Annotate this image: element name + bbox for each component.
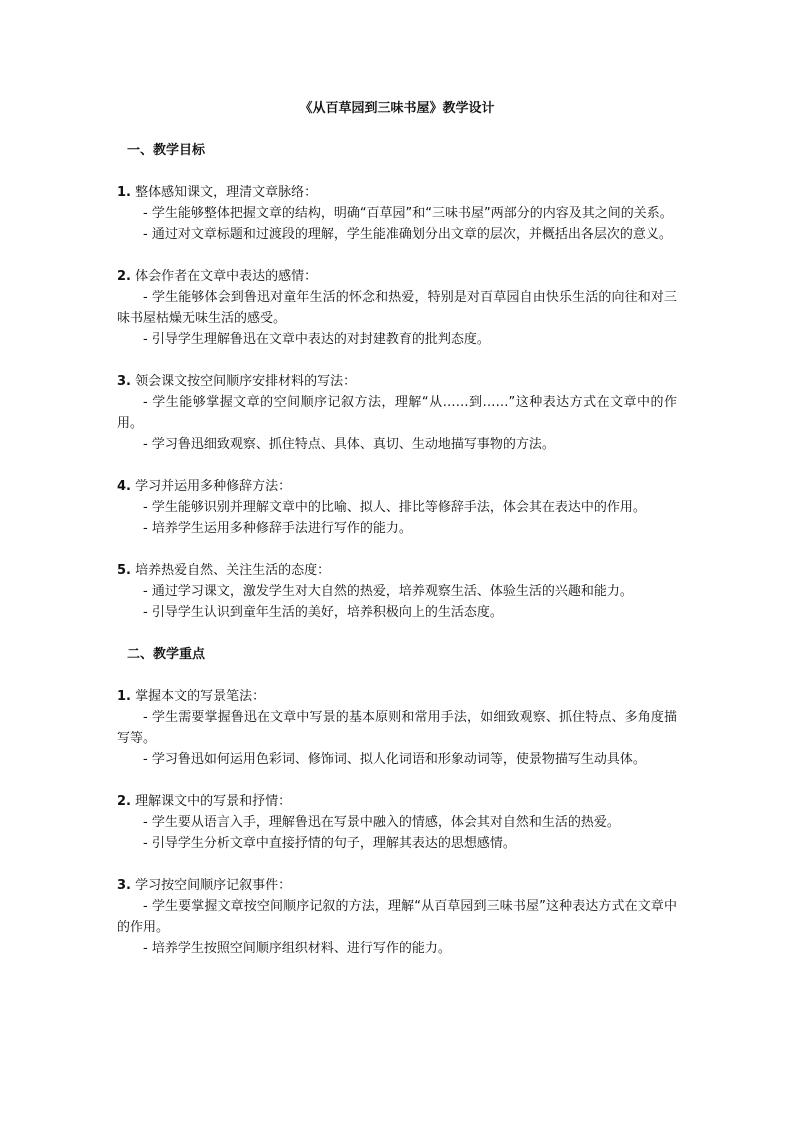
document-page [117, 92, 677, 980]
item-number: 3. [117, 878, 131, 893]
list-item [117, 476, 677, 539]
item-title [117, 371, 677, 392]
item-number: 4. [117, 479, 131, 494]
section-heading: 二、教学重点 [127, 647, 206, 662]
item-title-text: 学习按空间顺序记叙事件： [135, 878, 292, 893]
section-heading: 一、教学目标 [127, 143, 206, 158]
bullet-point: - 学生能够整体把握文章的结构，明确“百草园”和“三味书屋”两部分的内容及其之间的关系。 [143, 206, 673, 221]
item-title-text: 掌握本文的写景笔法： [135, 689, 266, 704]
bullet-point: - 学生能够识别并理解文章中的比喻、拟人、排比等修辞手法，体会其在表达中的作用。 [143, 500, 646, 515]
item-number: 1. [117, 689, 131, 704]
item-title-text: 体会作者在文章中表达的感情： [135, 269, 318, 284]
item-title [117, 791, 677, 812]
item-title-text: 整体感知课文，理清文章脉络： [135, 185, 318, 200]
item-title [117, 875, 677, 896]
item-number: 1. [117, 185, 131, 200]
bullet-point: - 通过学习课文，激发学生对大自然的热爱，培养观察生活、体验生活的兴趣和能力。 [143, 584, 633, 599]
item-title [117, 182, 677, 203]
bullet-point: - 引导学生认识到童年生活的美好，培养积极向上的生活态度。 [143, 605, 503, 620]
item-title-text: 理解课文中的写景和抒情： [135, 794, 292, 809]
bullet-point: - 学生要掌握文章按空间顺序记叙的方法，理解“从百草园到三味书屋”这种表达方式在文章中的作用。 [117, 899, 677, 935]
bullet-point: - 培养学生运用多种修辞手法进行写作的能力。 [143, 521, 412, 536]
item-title [117, 560, 677, 581]
bullet-point: - 学生要从语言入手，理解鲁迅在写景中融入的情感，体会其对自然和生活的热爱。 [143, 815, 620, 830]
bullet-point: - 引导学生分析文章中直接抒情的句子，理解其表达的思想感情。 [143, 836, 516, 851]
item-title-text: 培养热爱自然、关注生活的态度： [135, 563, 331, 578]
bullet-point: - 学生需要掌握鲁迅在文章中写景的基本原则和常用手法，如细致观察、抓住特点、多角度描写等。 [117, 710, 677, 746]
section-2 [117, 644, 677, 959]
list-item [117, 182, 677, 245]
bullet-point: - 通过对文章标题和过渡段的理解，学生能准确划分出文章的层次，并概括出各层次的意义。 [143, 227, 672, 242]
bullet-point: - 引导学生理解鲁迅在文章中表达的对封建教育的批判态度。 [143, 332, 490, 347]
item-title [117, 686, 677, 707]
section-1 [117, 140, 677, 623]
list-item [117, 266, 677, 350]
item-title-text: 学习并运用多种修辞方法： [135, 479, 292, 494]
list-item [117, 560, 677, 623]
document-title: 《从百草园到三味书屋》教学设计 [299, 101, 495, 116]
bullet-point: - 学习鲁迅细致观察、抓住特点、具体、真切、生动地描写事物的方法。 [143, 437, 555, 452]
bullet-point: - 学生能够体会到鲁迅对童年生活的怀念和热爱，特别是对百草园自由快乐生活的向往和对三味书屋枯燥无味生活的感受。 [117, 290, 677, 326]
item-title [117, 266, 677, 287]
document-body [117, 140, 677, 959]
bullet-point: - 学生能够掌握文章的空间顺序记叙方法，理解“从……到……”这种表达方式在文章中的作用。 [117, 395, 677, 431]
bullet-point: - 学习鲁迅如何运用色彩词、修饰词、拟人化词语和形象动词等，使景物描写生动具体。 [143, 752, 646, 767]
item-number: 5. [117, 563, 131, 578]
item-number: 3. [117, 374, 131, 389]
list-item [117, 371, 677, 455]
item-number: 2. [117, 794, 131, 809]
list-item [117, 875, 677, 959]
item-number: 2. [117, 269, 131, 284]
bullet-point: - 培养学生按照空间顺序组织材料、进行写作的能力。 [143, 941, 451, 956]
list-item [117, 791, 677, 854]
item-title-text: 领会课文按空间顺序安排材料的写法： [135, 374, 357, 389]
list-item [117, 686, 677, 770]
item-title [117, 476, 677, 497]
